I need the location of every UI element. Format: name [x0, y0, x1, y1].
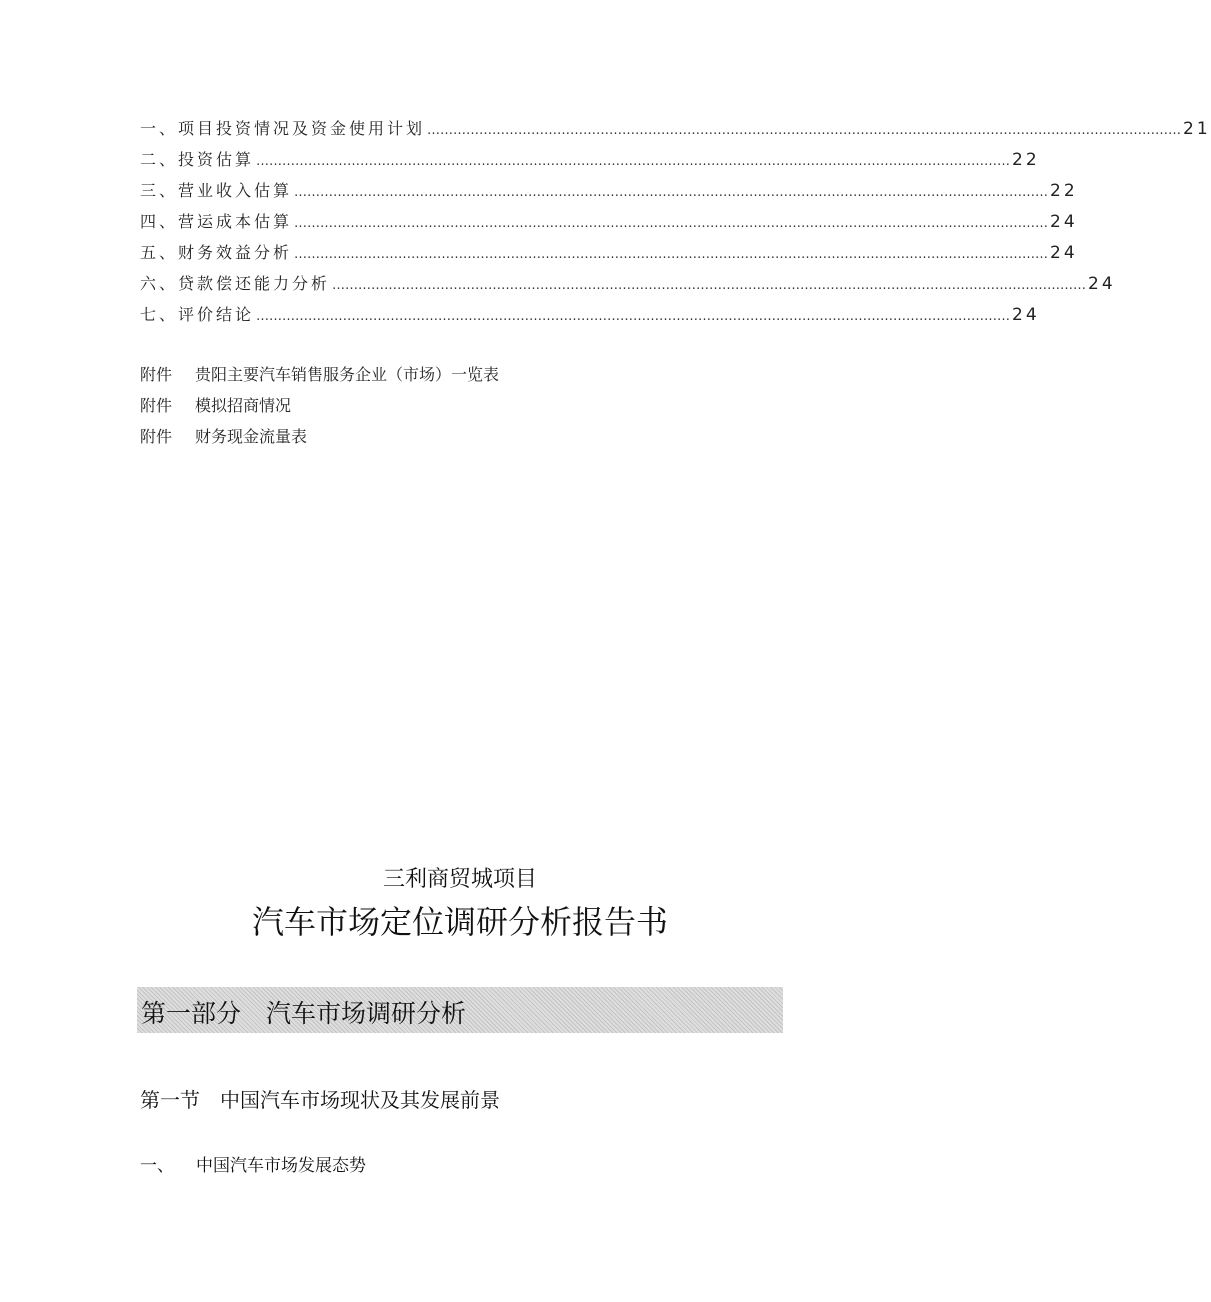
toc-entry-title: 项目投资情况及资金使用计划 [178, 119, 426, 138]
toc-entry-page: 24 [1012, 305, 1040, 325]
toc-entry-number: 四、 [140, 212, 179, 231]
appendix-entry[interactable] [140, 424, 499, 455]
toc-entry-number: 五、 [140, 243, 179, 262]
toc-leader-dots [332, 278, 1086, 293]
toc-entry-title: 投资估算 [178, 150, 255, 169]
appendix-label: 附件 [140, 396, 173, 415]
toc-entry-page: 21 [1183, 119, 1211, 139]
part-title: 第一部分 汽车市场调研分析 [141, 999, 467, 1028]
appendix-entry[interactable] [140, 393, 499, 424]
appendix-label: 附件 [140, 427, 173, 446]
toc-entry-page: 22 [1012, 150, 1040, 170]
toc-entry-page: 24 [1088, 274, 1116, 294]
toc-entry-title: 贷款偿还能力分析 [178, 274, 331, 293]
toc-leader-dots [256, 309, 1010, 324]
part-heading-bar [137, 987, 783, 1033]
toc-entry-title: 评价结论 [178, 305, 255, 324]
toc-entry-number: 七、 [140, 305, 179, 324]
toc-entry[interactable] [140, 271, 1116, 302]
toc-entry-title: 营业收入估算 [178, 181, 293, 200]
appendix-title: 模拟招商情况 [195, 396, 292, 415]
toc-entry-title: 财务效益分析 [178, 243, 293, 262]
document-subtitle: 三利商贸城项目 [382, 867, 537, 892]
toc-leader-dots [256, 154, 1010, 169]
toc-leader-dots [294, 247, 1048, 262]
toc-leader-dots [294, 216, 1048, 231]
toc-entry[interactable] [140, 147, 1040, 178]
toc-entry-number: 六、 [140, 274, 179, 293]
toc-leader-dots [427, 123, 1181, 138]
toc-entry-page: 24 [1050, 212, 1078, 232]
sub-heading-number: 一、 [140, 1156, 174, 1176]
toc-entry-number: 三、 [140, 181, 179, 200]
appendix-title: 贵阳主要汽车销售服务企业（市场）一览表 [195, 365, 500, 384]
toc-entry-page: 22 [1050, 181, 1078, 201]
toc-entry[interactable] [140, 240, 1078, 271]
toc-entry-number: 一、 [140, 119, 179, 138]
toc-leader-dots [294, 185, 1048, 200]
appendix-list [140, 362, 499, 455]
sub-heading [140, 1151, 366, 1176]
document-title: 汽车市场定位调研分析报告书 [251, 903, 668, 941]
toc-entry[interactable] [140, 302, 1040, 333]
sub-heading-title: 中国汽车市场发展态势 [196, 1156, 366, 1176]
toc-entry-number: 二、 [140, 150, 179, 169]
section-title: 第一节 中国汽车市场现状及其发展前景 [140, 1088, 500, 1112]
table-of-contents [140, 116, 1211, 333]
appendix-label: 附件 [140, 365, 173, 384]
toc-entry[interactable] [140, 116, 1211, 147]
toc-entry[interactable] [140, 178, 1078, 209]
toc-entry-title: 营运成本估算 [178, 212, 293, 231]
toc-entry-page: 24 [1050, 243, 1078, 263]
appendix-title: 财务现金流量表 [195, 427, 308, 446]
appendix-entry[interactable] [140, 362, 499, 393]
toc-entry[interactable] [140, 209, 1078, 240]
